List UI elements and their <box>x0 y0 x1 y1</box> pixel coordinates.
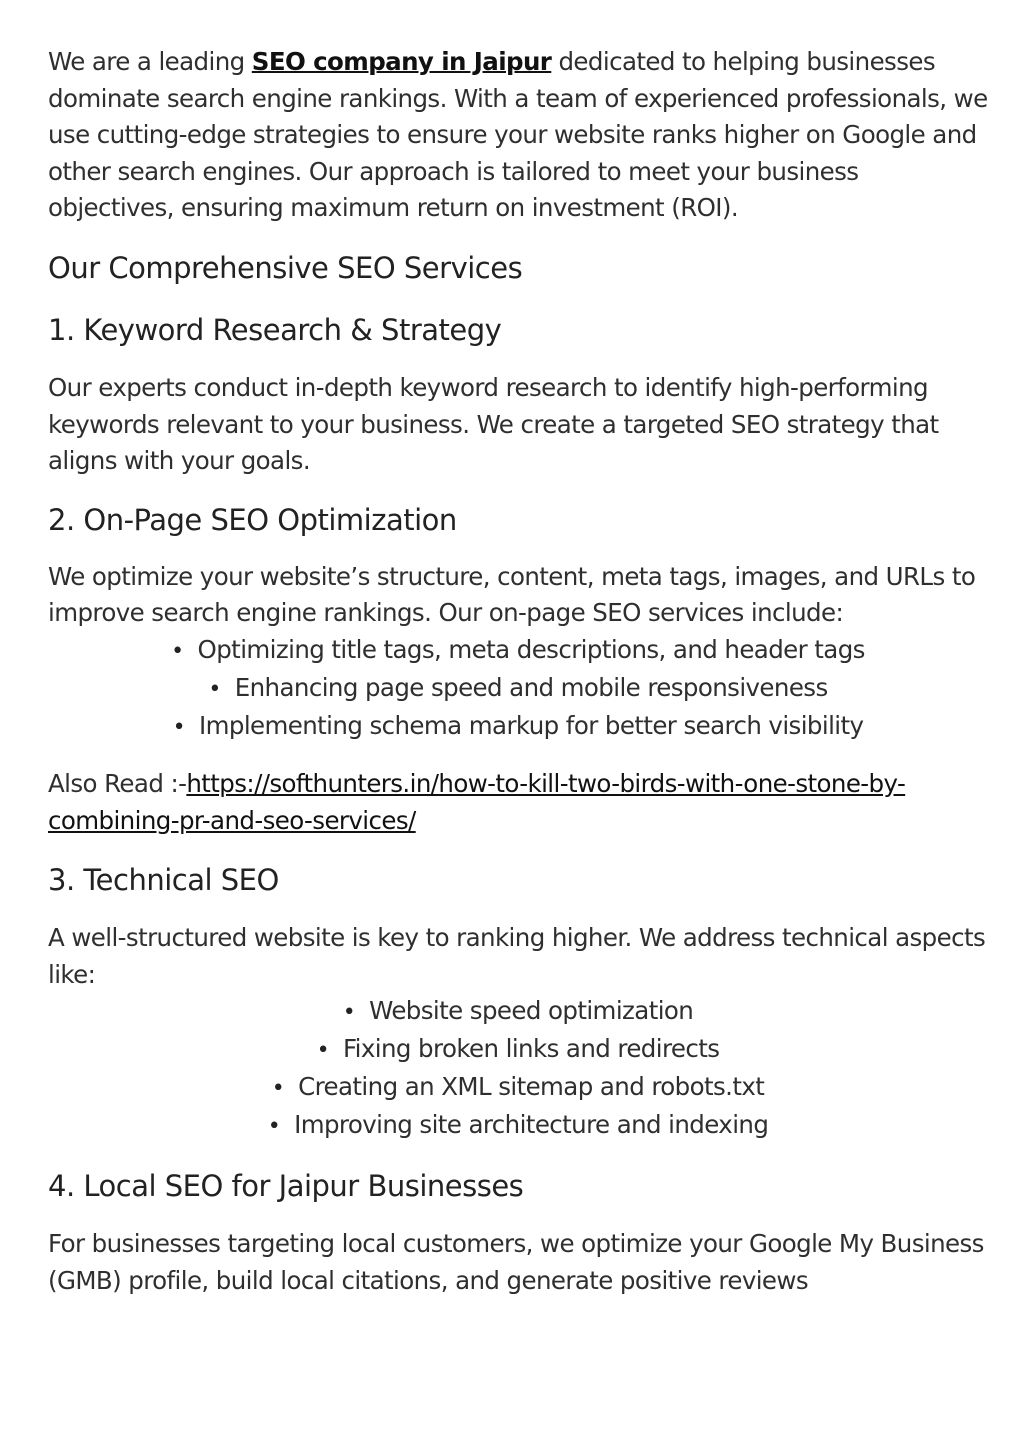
technical-seo-paragraph: A well-structured website is key to ranking higher. We address technical aspects like: <box>48 923 986 989</box>
list-item: • Improving site architecture and indexing <box>48 1107 988 1145</box>
local-seo-heading: 4. Local SEO for Jaipur Businesses <box>48 1169 524 1204</box>
also-read-link[interactable]: https://softhunters.in/how-to-kill-two-birds-with-one-stone-by-combining-pr-and-seo-services/ <box>48 768 906 835</box>
onpage-services-list <box>48 632 988 746</box>
list-item: • Optimizing title tags, meta descriptions, and header tags <box>48 632 988 670</box>
onpage-seo-heading: 2. On-Page SEO Optimization <box>48 502 457 537</box>
list-item: • Website speed optimization <box>48 993 988 1031</box>
intro-paragraph <box>48 44 988 227</box>
keyword-research-paragraph: Our experts conduct in-depth keyword research to identify high-performing keywords relevant to your business. We create a targeted SEO strategy that aligns with your goals. <box>48 372 939 476</box>
seo-company-link[interactable]: SEO company in Jaipur <box>251 47 552 76</box>
technical-seo-heading: 3. Technical SEO <box>48 863 279 898</box>
local-seo-paragraph: For businesses targeting local customers, we optimize your Google My Business (GMB) profile, build local citations, and generate positive reviews <box>48 1229 984 1295</box>
list-item: • Implementing schema markup for better search visibility <box>48 708 988 746</box>
article-content <box>48 44 988 1300</box>
onpage-seo-paragraph: We optimize your website’s structure, content, meta tags, images, and URLs to improve search engine rankings. Our on-page SEO services include: <box>48 561 976 628</box>
intro-text-after: dedicated to helping businesses dominate search engine rankings. With a team of experienced professionals, we use cutting-edge strategies to ensure your website ranks higher on Google and other search engines. Our approach is tailored to meet your business objectives, ensuring maximum return on investment (ROI). <box>48 47 988 223</box>
list-item: • Fixing broken links and redirects <box>48 1031 988 1069</box>
services-heading: Our Comprehensive SEO Services <box>48 250 523 285</box>
list-item: • Enhancing page speed and mobile responsiveness <box>48 670 988 708</box>
keyword-research-heading: 1. Keyword Research & Strategy <box>48 312 502 347</box>
intro-text-before: We are a leading <box>48 47 252 76</box>
also-read-paragraph <box>48 766 988 839</box>
also-read-label: Also Read :- <box>48 768 187 798</box>
list-item: • Creating an XML sitemap and robots.txt <box>48 1069 988 1107</box>
technical-aspects-list <box>48 993 988 1145</box>
